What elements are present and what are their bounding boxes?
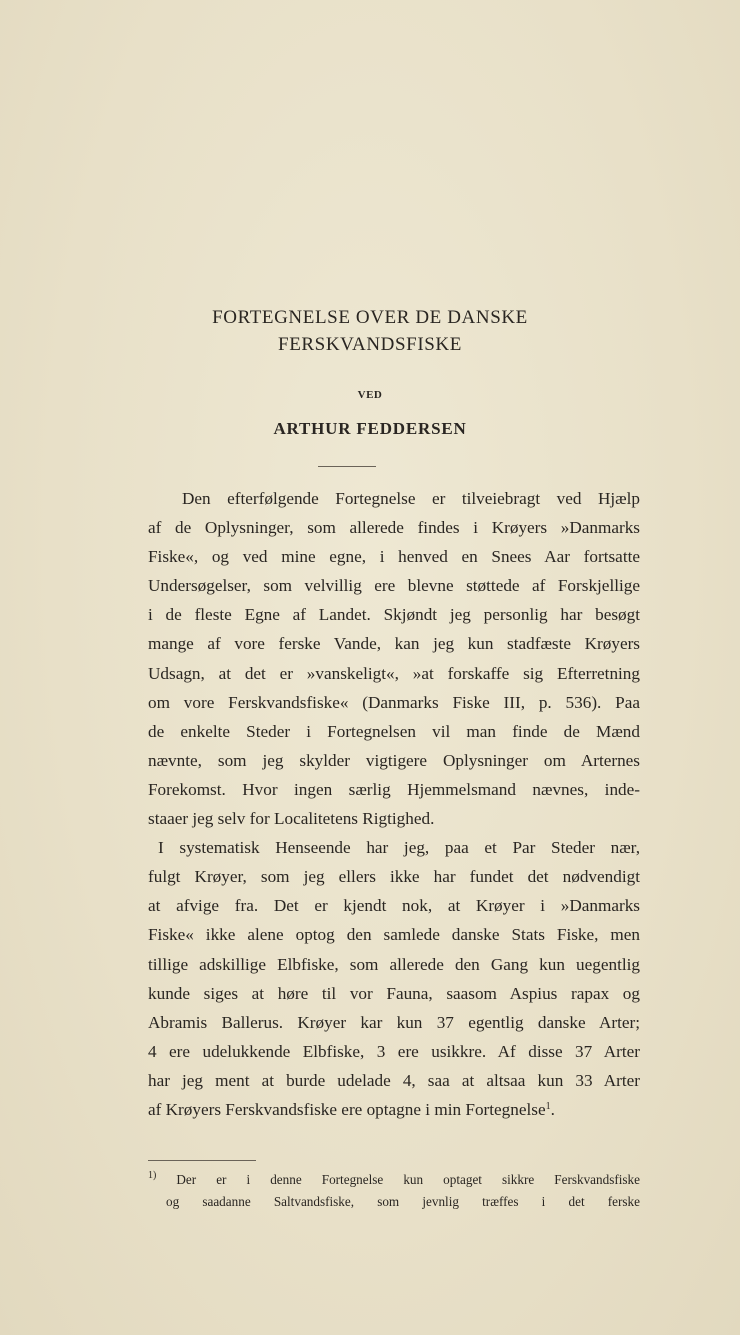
title-line-1: FORTEGNELSE OVER DE DANSKE: [212, 307, 528, 328]
body-line: Forekomst. Hvor ingen særlig Hjemmelsmand nævnes, inde-: [148, 779, 640, 799]
body-line: i de fleste Egne af Landet. Skjøndt jeg personlig har besøgt: [148, 605, 640, 625]
body-text: [148, 484, 640, 1124]
body-line: af de Oplysninger, som allerede findes i Krøyers »Danmarks: [148, 518, 640, 538]
body-line: kunde siges at høre til vor Fauna, saasom Aspius rapax og: [148, 983, 640, 1003]
body-line: I systematisk Henseende har jeg, paa et Par Steder nær,: [158, 838, 640, 858]
body-line: tillige adskillige Elbfiske, som allerede den Gang kun uegentlig: [148, 954, 640, 974]
footnote-line-text: Der er i denne Fortegnelse kun optaget sikkre Ferskvandsfiske: [176, 1172, 640, 1187]
footnote-marker-text: 1): [148, 1170, 157, 1181]
footnote-line: [148, 1169, 640, 1191]
title-line-2: FERSKVANDSFISKE: [278, 334, 462, 355]
body-line: Fiske« ikke alene optog den samlede danske Stats Fiske, men: [148, 925, 640, 945]
footnote-marker: [148, 1172, 156, 1187]
byline-prefix: VED: [357, 389, 383, 401]
body-line: fulgt Krøyer, som jeg ellers ikke har fundet det nødvendigt: [148, 867, 640, 887]
body-line: 4 ere udelukkende Elbfiske, 3 ere usikkre. Af disse 37 Arter: [148, 1041, 640, 1061]
title-divider: [318, 466, 376, 467]
footnote: [148, 1169, 640, 1213]
body-line: har jeg ment at burde udelade 4, saa at altsaa kun 33 Arter: [148, 1070, 640, 1090]
body-line: mange af vore ferske Vande, kan jeg kun stadfæste Krøyers: [148, 634, 640, 654]
body-line: Abramis Ballerus. Krøyer kar kun 37 egentlig danske Arter;: [148, 1012, 640, 1032]
body-line-text: af Krøyers Ferskvandsfiske ere optagne i min Fortegnelse: [148, 1099, 546, 1119]
body-line-last: [148, 1095, 640, 1124]
body-line: nævnte, som jeg skylder vigtigere Oplysninger om Arternes: [148, 750, 640, 770]
body-line: at afvige fra. Det er kjendt nok, at Krøyer i »Danmarks: [148, 896, 640, 916]
body-line: Udsagn, at det er »vanskeligt«, »at forskaffe sig Efterretning: [148, 663, 640, 683]
author-name: ARTHUR FEDDERSEN: [273, 419, 467, 438]
body-line: Fiske«, og ved mine egne, i henved en Snees Aar fortsatte: [148, 547, 640, 567]
body-line: de enkelte Steder i Fortegnelsen vil man finde de Mænd: [148, 721, 640, 741]
body-line: Den efterfølgende Fortegnelse er tilveiebragt ved Hjælp: [182, 489, 640, 508]
sentence-end: .: [550, 1099, 555, 1119]
footnote-line: og saadanne Saltvandsfiske, som jevnlig træffes i det ferske: [166, 1194, 640, 1209]
body-line: om vore Ferskvandsfiske« (Danmarks Fiske III, p. 536). Paa: [148, 692, 640, 712]
body-line: staaer jeg selv for Localitetens Rigtighed.: [148, 809, 435, 829]
footnote-reference: 1: [545, 1100, 551, 1112]
footnote-divider: [148, 1160, 256, 1161]
body-line: Undersøgelser, som velvillig ere blevne støttede af Forskjellige: [148, 576, 640, 596]
